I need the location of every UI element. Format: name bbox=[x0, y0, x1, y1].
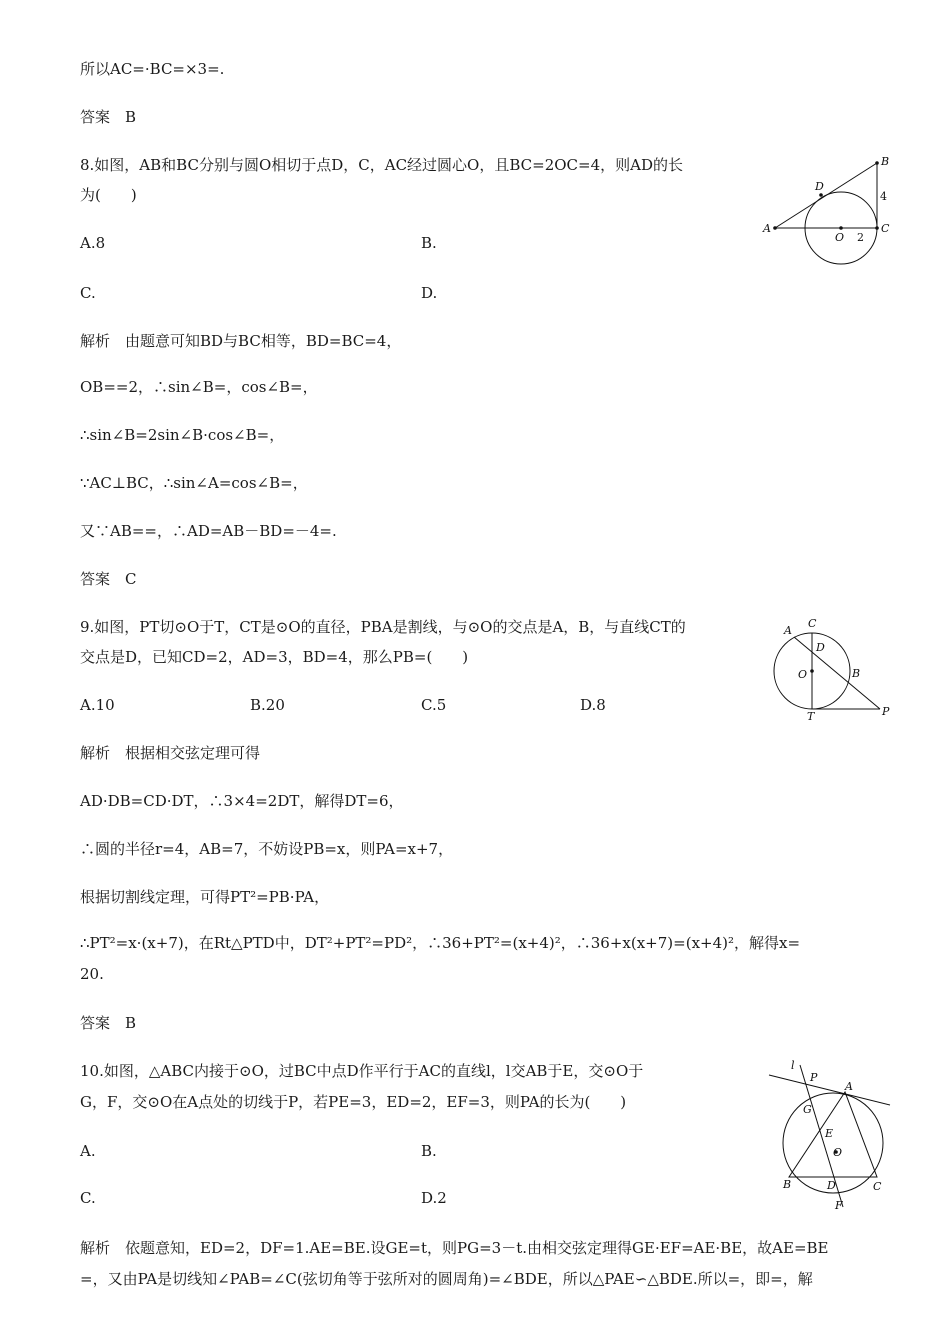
label-a: A bbox=[845, 1080, 853, 1093]
label-l: l bbox=[791, 1059, 795, 1072]
question-8-text-cont: 为( ) bbox=[80, 186, 137, 204]
label-c: C bbox=[873, 1180, 882, 1193]
point-o bbox=[810, 669, 814, 673]
label-o: O bbox=[833, 1146, 843, 1159]
answer-8: 答案 C bbox=[80, 570, 137, 588]
option-a: A.10 bbox=[80, 696, 115, 714]
solution-9-line-2: AD·DB=CD·DT，∴3×4=2DT，解得DT=6， bbox=[80, 792, 404, 810]
answer-9: 答案 B bbox=[80, 1014, 137, 1032]
solution-8-line-1: 解析 由题意可知BD与BC相等，BD=BC=4， bbox=[80, 332, 402, 350]
option-a: A. bbox=[80, 1142, 96, 1160]
label-a: A bbox=[784, 624, 792, 637]
label-length-oc: 2 bbox=[857, 231, 864, 244]
question-9-text-cont: 交点是D，已知CD=2，AD=3，BD=4，那么PB=( ) bbox=[80, 648, 469, 666]
circle-o bbox=[783, 1093, 883, 1193]
point-a bbox=[773, 226, 777, 230]
label-b: B bbox=[881, 155, 890, 168]
label-b: B bbox=[783, 1178, 792, 1191]
solution-9-line-6: 20. bbox=[80, 965, 104, 983]
question-10-text: 10.如图，△ABC内接于⊙O，过BC中点D作平行于AC的直线l，l交AB于E，交⊙O于 bbox=[80, 1062, 644, 1080]
label-d: D bbox=[815, 180, 824, 193]
figure-q10-inscribed-triangle bbox=[765, 1055, 895, 1215]
option-c: C.5 bbox=[421, 696, 447, 714]
label-a: A bbox=[763, 222, 771, 235]
solution-9-line-3: ∴圆的半径r=4，AB=7，不妨设PB=x，则PA=x+7， bbox=[80, 840, 454, 858]
option-d: D.2 bbox=[421, 1189, 447, 1207]
label-length-bc: 4 bbox=[880, 190, 887, 203]
answer-line: 答案 B bbox=[80, 108, 137, 126]
label-o: O bbox=[835, 231, 845, 244]
point-c bbox=[875, 226, 879, 230]
label-f: F bbox=[835, 1199, 843, 1212]
tangent-at-a bbox=[769, 1075, 890, 1105]
solution-line: 所以AC=·BC=×3=. bbox=[80, 60, 225, 78]
solution-8-line-5: 又∵AB==，∴AD=AB－BD=－4=. bbox=[80, 522, 337, 540]
label-p: P bbox=[882, 705, 890, 718]
question-9-text: 9.如图，PT切⊙O于T，CT是⊙O的直径，PBA是割线，与⊙O的交点是A，B，与直线CT的 bbox=[80, 618, 686, 636]
label-g: G bbox=[803, 1103, 812, 1116]
label-t: T bbox=[807, 710, 815, 723]
solution-9-line-5: ∴PT²=x·(x+7)，在Rt△PTD中，DT²+PT²=PD²，∴36+PT²=(x+4)²，∴36+x(x+7)=(x+4)²，解得x= bbox=[80, 934, 801, 952]
label-c: C bbox=[808, 617, 817, 630]
solution-10-line-2: =，又由PA是切线知∠PAB=∠C(弦切角等于弦所对的圆周角)=∠BDE，所以△PAE∽△BDE.所以=，即=，解 bbox=[80, 1270, 813, 1288]
label-c: C bbox=[881, 222, 890, 235]
question-10-text-cont: G，F，交⊙O在A点处的切线于P，若PE=3，ED=2，EF=3，则PA的长为( ) bbox=[80, 1093, 627, 1111]
option-d: D. bbox=[421, 284, 438, 302]
label-b: B bbox=[852, 667, 861, 680]
label-p: P bbox=[810, 1071, 818, 1084]
option-b: B. bbox=[421, 1142, 437, 1160]
question-8-text: 8.如图，AB和BC分别与圆O相切于点D，C，AC经过圆心O，且BC=2OC=4，则AD的长 bbox=[80, 156, 683, 174]
solution-9-line-4: 根据切割线定理，可得PT²=PB·PA， bbox=[80, 888, 330, 906]
solution-8-line-2: OB==2，∴sin∠B=，cos∠B=， bbox=[80, 378, 318, 396]
option-c: C. bbox=[80, 1189, 96, 1207]
label-e: E bbox=[825, 1127, 834, 1140]
figure-q8-tangent-circle bbox=[755, 150, 905, 265]
solution-8-line-4: ∵AC⊥BC，∴sin∠A=cos∠B=， bbox=[80, 474, 308, 492]
point-b bbox=[875, 161, 879, 165]
figure-q9-secant bbox=[770, 612, 900, 727]
option-c: C. bbox=[80, 284, 96, 302]
segment-ab bbox=[775, 163, 877, 228]
option-d: D.8 bbox=[580, 696, 606, 714]
solution-8-line-3: ∴sin∠B=2sin∠B·cos∠B=， bbox=[80, 426, 285, 444]
label-d: D bbox=[827, 1179, 836, 1192]
solution-9-line-1: 解析 根据相交弦定理可得 bbox=[80, 744, 261, 762]
point-d bbox=[819, 193, 823, 197]
option-b: B. bbox=[421, 234, 437, 252]
label-o: O bbox=[798, 668, 808, 681]
option-b: B.20 bbox=[250, 696, 285, 714]
solution-10-line-1: 解析 依题意知，ED=2，DF=1.AE=BE.设GE=t，则PG=3－t.由相交弦定理得GE·EF=AE·BE，故AE=BE bbox=[80, 1239, 829, 1257]
label-d: D bbox=[816, 641, 825, 654]
point-o bbox=[839, 226, 843, 230]
option-a: A.8 bbox=[80, 234, 106, 252]
